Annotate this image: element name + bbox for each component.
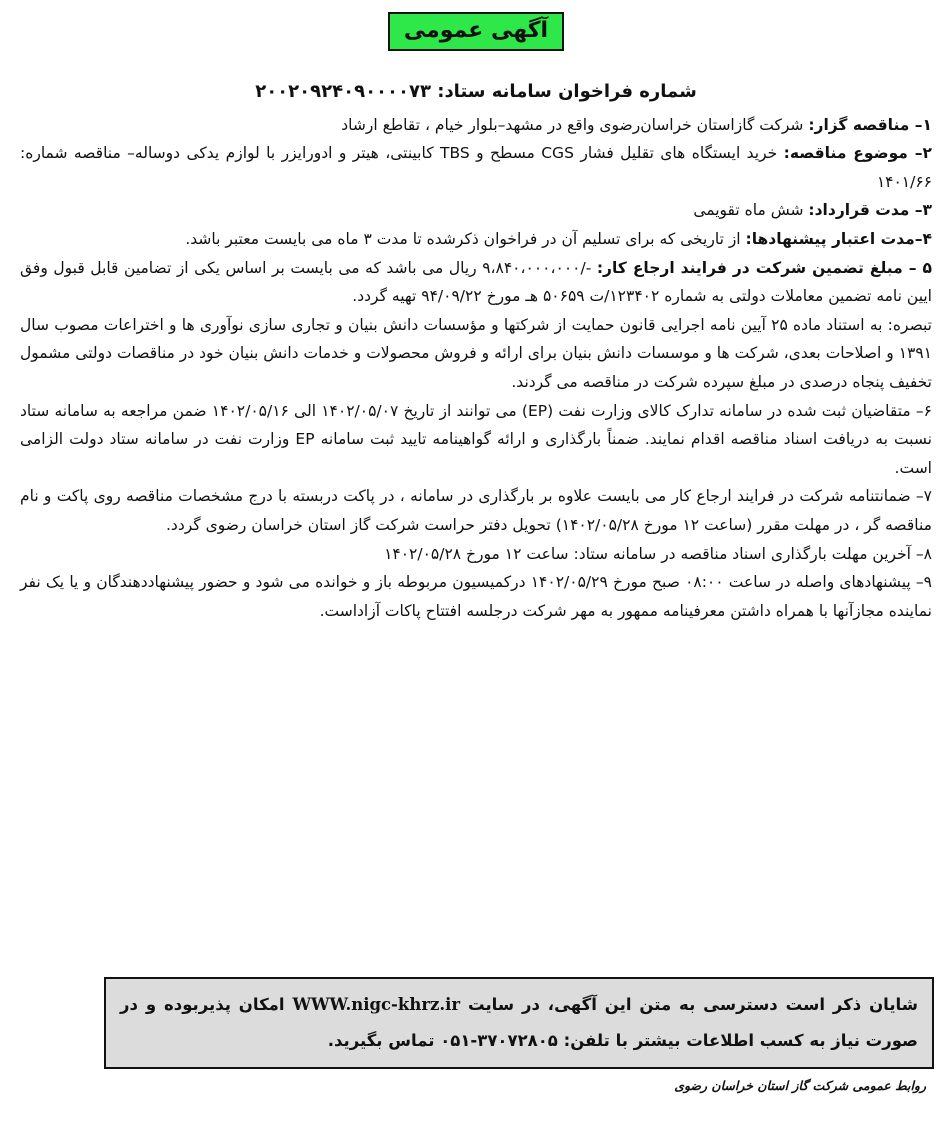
item-4-text: از تاریخی که برای تسلیم آن در فراخوان ذکرشده تا مدت ۳ ماه می بایست معتبر باشد. [185,229,746,248]
website-link[interactable]: WWW.nigc-khrz.ir [292,995,461,1014]
item-2-text: خرید ایستگاه های تقلیل فشار CGS مسطح و TBS کابینتی، هیتر و ادورایزر با لوازم یدکی دوساله– مناقصه شماره: ۱۴۰۱/۶۶ [20,144,932,191]
info-box [104,977,934,1069]
item-8-text: ۸– آخرین مهلت بارگذاری اسناد مناقصه در سامانه ستاد: ساعت ۱۲ مورخ ۱۴۰۲/۰۵/۲۸ [384,544,932,563]
item-4-label: ۴–مدت اعتبار پیشنهادها: [745,229,932,248]
footer-signature: روابط عمومی شرکت گاز استان خراسان رضوی [674,1078,926,1093]
info-text-1: شایان ذکر است دسترسی به متن این آگهی، در سایت [460,995,918,1014]
item-5 [20,254,932,311]
item-5-text: -/۹،۸۴۰،۰۰۰،۰۰۰ ریال می باشد که می بایست بر اساس یکی از تضامین قابل قبول وفق ایین نامه تضمین معاملات دولتی به شماره ۱۲۳۴۰۲/ت ۵۰۶۵۹ هـ مورخ ۹۴/۰۹/۲۲ تهیه گردد. [20,258,932,306]
item-3-text: شش ماه تقویمی [693,201,809,220]
item-1 [20,111,932,140]
item-5-label: ۵ – مبلغ تضمین شرکت در فرایند ارجاع کار: [596,258,932,277]
note-paragraph [20,311,932,397]
note-text: تبصره: به استناد ماده ۲۵ آیین نامه اجرایی قانون حمایت از شرکتها و مؤسسات دانش بنیان و تجاری سازی نوآوری ها و اختراعات مصوب سال ۱۳۹۱ و اصلاحات بعدی، شرکت ها و موسسات دانش بنیان برای ارائه و فروش محصولات و خدمات دانش بنیان خود در مناقصات دولتی مشمول تخفیف پنجاه درصدی در مبلغ سپرده شرکت در مناقصه می گردند. [20,315,932,391]
notice-title: آگهی عمومی [388,12,564,51]
item-3-label: ۳– مدت قرارداد: [808,201,932,220]
item-1-text: شرکت گازاستان خراسان‌رضوی واقع در مشهد–بلوار خیام ، تقاطع ارشاد [341,115,809,134]
item-3 [20,196,932,225]
item-2-label: ۲– موضوع مناقصه: [783,144,932,163]
item-9 [20,568,932,625]
item-6 [20,397,932,483]
info-text-2: امکان پذیربوده و در صورت نیاز به کسب اطلاعات بیشتر با تلفن: ۳۷۰۷۲۸۰۵-۰۵۱ تماس بگیرید. [120,995,918,1050]
item-7-text: ۷– ضمانتنامه شرکت در فرایند ارجاع کار می بایست علاوه بر بارگذاری در سامانه ، در پاکت دربسته با درج مشخصات مناقصه روی پاکت و نام مناقصه گر ، در مهلت مقرر (ساعت ۱۲ مورخ ۱۴۰۲/۰۵/۲۸) تحویل دفتر حراست شرکت گاز استان خراسان رضوی گردد. [20,487,932,534]
notice-body [20,78,932,625]
item-7 [20,482,932,539]
title-wrap [0,12,952,51]
call-number-heading: شماره فراخوان سامانه ستاد: ۲۰۰۲۰۹۲۴۰۹۰۰۰۰۷۳ [255,81,697,102]
item-8 [20,540,932,569]
item-1-label: ۱– مناقصه گزار: [808,115,932,134]
item-6-text: ۶– متقاضیان ثبت شده در سامانه تدارک کالای وزارت نفت (EP) می توانند از تاریخ ۱۴۰۲/۰۵/۰۷ الی ۱۴۰۲/۰۵/۱۶ ضمن مراجعه به سامانه ستاد نسبت به دریافت اسناد مناقصه اقدام نمایند. ضمناً بارگذاری و ارائه گواهینامه تایید ثبت سامانه EP وزارت نفت در سامانه ستاد دولت الزامی است. [20,401,932,477]
item-4 [20,225,932,254]
item-9-text: ۹– پیشنهادهای واصله در ساعت ۰۸:۰۰ صبح مورخ ۱۴۰۲/۰۵/۲۹ درکمیسیون مربوطه باز و خوانده می شود و حضور پیشنهاددهندگان و یا یک نفر نماینده مجازآنها با همراه داشتن معرفینامه ممهور به مهر شرکت درجلسه افتتاح پاکات آزاداست. [20,573,932,620]
item-2 [20,139,932,196]
